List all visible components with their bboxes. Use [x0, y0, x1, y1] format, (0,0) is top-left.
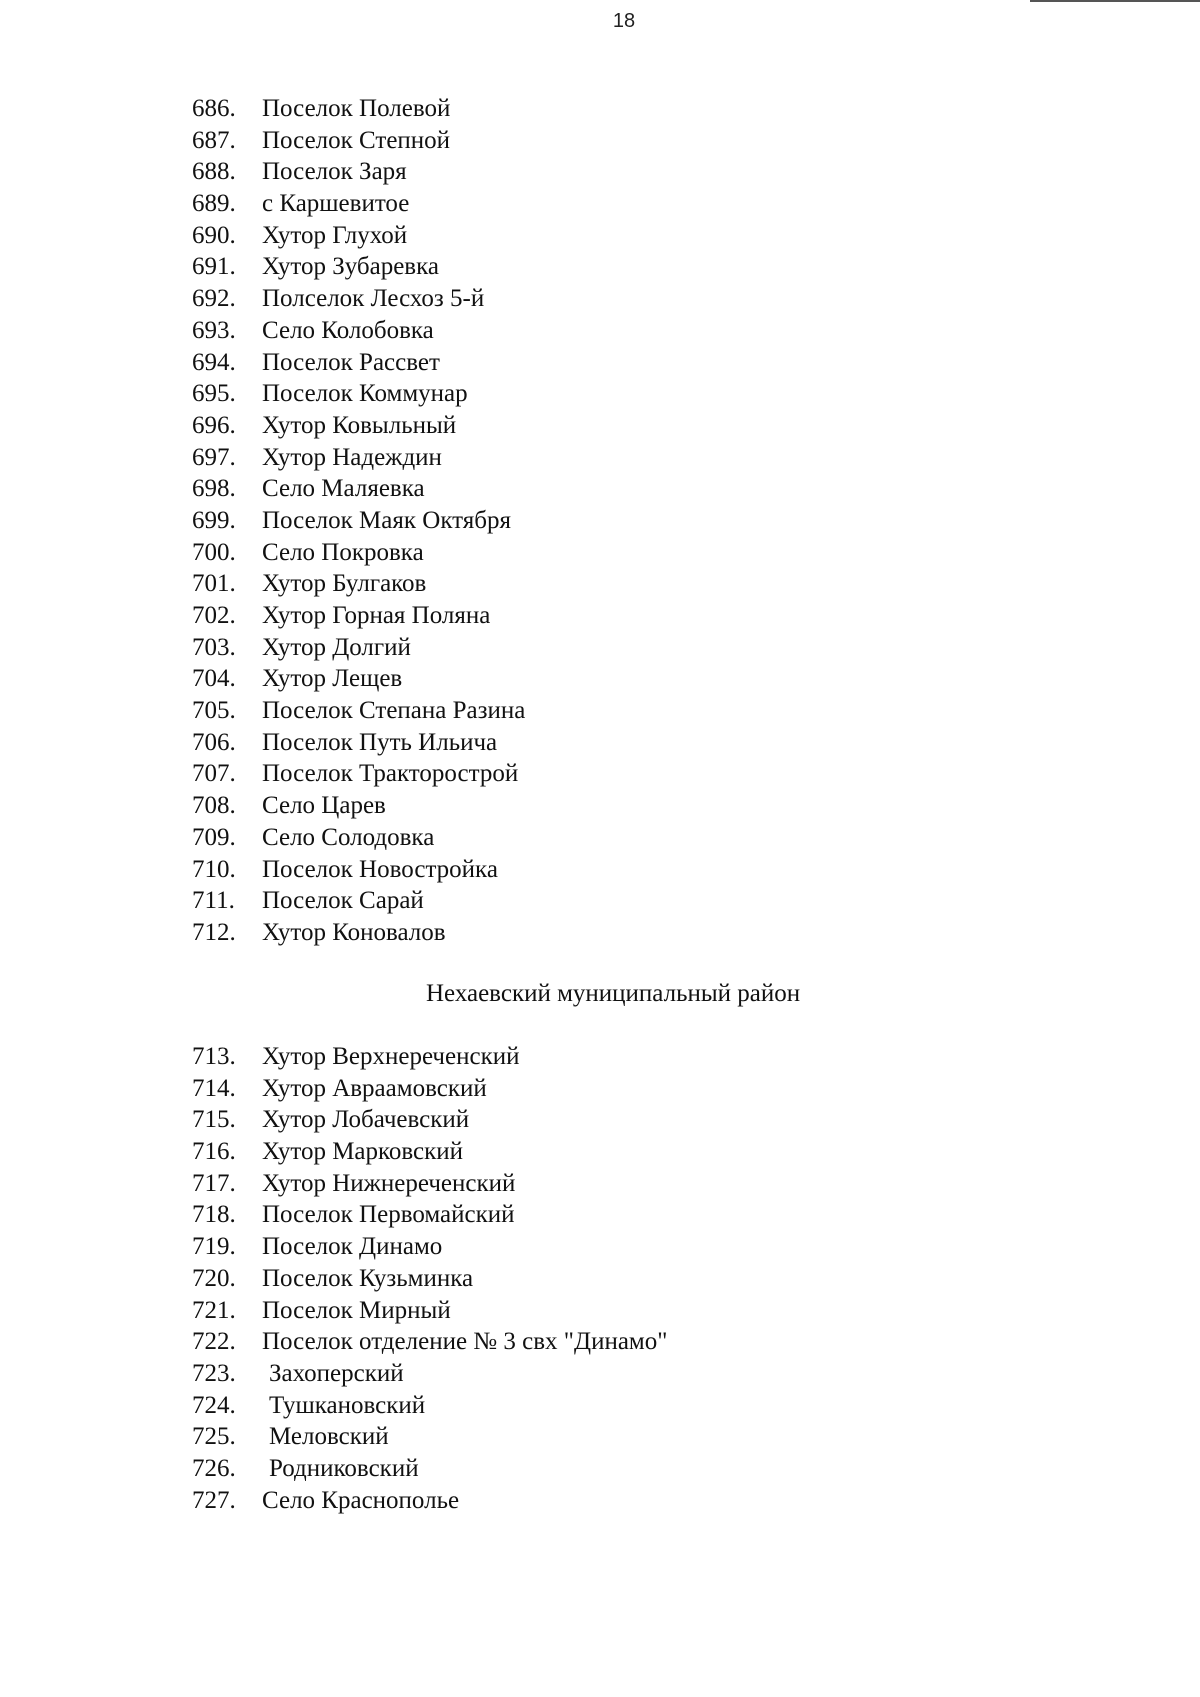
item-name: Тушкановский: [269, 1391, 426, 1419]
district-heading: Нехаевский муниципальный район: [426, 980, 801, 1007]
item-number: 690.: [192, 221, 236, 249]
list-item: [192, 220, 525, 252]
list-item: [192, 537, 525, 569]
item-name: Село Покровка: [262, 538, 424, 566]
item-number: 724.: [192, 1391, 236, 1419]
item-number: 691.: [192, 253, 236, 281]
item-number: 687.: [192, 126, 236, 154]
settlement-list-bottom: [192, 1041, 667, 1516]
list-item: [192, 1073, 667, 1105]
list-item: [192, 917, 525, 949]
list-item: [192, 505, 525, 537]
item-name: Поселок Рассвет: [262, 348, 440, 376]
list-item: [192, 1263, 667, 1295]
item-name: Хутор Зубаревка: [262, 253, 439, 281]
list-item: [192, 568, 525, 600]
item-number: 722.: [192, 1328, 236, 1356]
item-number: 698.: [192, 475, 236, 503]
item-number: 723.: [192, 1359, 236, 1387]
item-number: 703.: [192, 633, 236, 661]
list-item: [192, 1358, 667, 1390]
list-item: [192, 1485, 667, 1517]
item-name: Село Маляевка: [262, 475, 425, 503]
list-item: [192, 632, 525, 664]
item-name: Поселок отделение № 3 свх "Динамо": [262, 1328, 668, 1356]
page-number: 18: [612, 10, 636, 32]
item-name: Поселок Заря: [262, 158, 407, 186]
item-name: Село Колобовка: [262, 316, 434, 344]
item-name: Поселок Новостройка: [262, 855, 498, 883]
item-number: 720.: [192, 1264, 236, 1292]
item-number: 712.: [192, 918, 236, 946]
item-name: Поселок Степной: [262, 126, 451, 154]
list-item: [192, 378, 525, 410]
list-item: [192, 822, 525, 854]
item-number: 706.: [192, 728, 236, 756]
item-name: Село Солодовка: [262, 823, 435, 851]
item-name: Хутор Авраамовский: [262, 1074, 487, 1102]
item-name: Село Царев: [262, 792, 386, 820]
item-name: Хутор Горная Поляна: [262, 602, 491, 629]
list-item: [192, 93, 525, 125]
list-item: [192, 1136, 667, 1168]
item-name: Поселок Полевой: [262, 95, 451, 122]
list-item: [192, 727, 525, 759]
item-number: 714.: [192, 1074, 236, 1102]
item-number: 709.: [192, 823, 236, 851]
item-name: Родниковский: [269, 1454, 419, 1482]
list-item: [192, 125, 525, 157]
item-name: Поселок Маяк Октября: [262, 506, 511, 534]
list-item: [192, 1295, 667, 1327]
list-item: [192, 1168, 667, 1200]
item-name: Поселок Кузьминка: [262, 1264, 474, 1292]
list-item: [192, 1453, 667, 1485]
item-number: 697.: [192, 443, 236, 471]
item-name: Хутор Нижнереченский: [262, 1169, 516, 1197]
item-number: 708.: [192, 792, 236, 820]
item-number: 725.: [192, 1423, 236, 1451]
item-number: 696.: [192, 411, 236, 439]
item-number: 695.: [192, 380, 236, 408]
top-edge-rule: [1030, 0, 1200, 2]
item-name: Хутор Лобачевский: [262, 1106, 470, 1134]
item-number: 692.: [192, 285, 236, 313]
item-name: Хутор Надеждин: [262, 443, 442, 471]
item-name: Хутор Марковский: [262, 1138, 464, 1166]
item-number: 713.: [192, 1043, 236, 1070]
list-item: [192, 758, 525, 790]
item-number: 702.: [192, 602, 236, 629]
item-name: Поселок Путь Ильича: [262, 728, 498, 756]
item-name: Захоперский: [269, 1359, 404, 1387]
item-name: Хутор Верхнереченский: [262, 1043, 520, 1070]
item-name: Село Краснополье: [262, 1486, 460, 1514]
list-item: [192, 188, 525, 220]
list-item: [192, 790, 525, 822]
item-number: 719.: [192, 1233, 236, 1261]
list-item: [192, 885, 525, 917]
item-number: 686.: [192, 95, 236, 122]
item-number: 710.: [192, 855, 236, 883]
item-name: Хутор Лещев: [262, 665, 403, 693]
item-number: 726.: [192, 1454, 236, 1482]
list-item: [192, 1326, 667, 1358]
item-name: с Каршевитое: [262, 190, 410, 218]
item-name: Хутор Долгий: [262, 633, 411, 661]
list-item: [192, 1104, 667, 1136]
item-name: Поселок Степана Разина: [262, 697, 526, 725]
item-number: 711.: [192, 887, 235, 915]
list-item: [192, 410, 525, 442]
item-name: Меловский: [269, 1423, 389, 1451]
item-name: Хутор Глухой: [262, 221, 408, 249]
item-number: 694.: [192, 348, 236, 376]
item-name: Хутор Коновалов: [262, 918, 446, 946]
item-name: Поселок Тракторострой: [262, 760, 519, 788]
item-name: Поселок Первомайский: [262, 1201, 515, 1229]
list-item: [192, 156, 525, 188]
list-item: [192, 1421, 667, 1453]
item-number: 705.: [192, 697, 236, 725]
item-number: 699.: [192, 506, 236, 534]
item-name: Полселок Лесхоз 5-й: [262, 285, 485, 313]
item-number: 727.: [192, 1486, 236, 1514]
item-number: 707.: [192, 760, 236, 788]
item-name: Поселок Динамо: [262, 1233, 443, 1261]
list-item: [192, 315, 525, 347]
item-name: Поселок Сарай: [262, 887, 424, 915]
list-item: [192, 600, 525, 632]
list-item: [192, 1041, 667, 1073]
item-number: 721.: [192, 1296, 236, 1324]
list-item: [192, 663, 525, 695]
item-number: 717.: [192, 1169, 236, 1197]
item-number: 689.: [192, 190, 236, 218]
list-item: [192, 473, 525, 505]
item-name: Поселок Мирный: [262, 1296, 451, 1324]
item-number: 715.: [192, 1106, 236, 1134]
settlement-list-top: [192, 93, 525, 949]
list-item: [192, 854, 525, 886]
list-item: [192, 347, 525, 379]
item-name: Поселок Коммунар: [262, 380, 468, 408]
list-item: [192, 442, 525, 474]
list-item: [192, 1199, 667, 1231]
item-number: 701.: [192, 570, 236, 598]
list-item: [192, 695, 525, 727]
item-number: 716.: [192, 1138, 236, 1166]
list-item: [192, 251, 525, 283]
list-item: [192, 283, 525, 315]
item-number: 718.: [192, 1201, 236, 1229]
item-number: 688.: [192, 158, 236, 186]
item-name: Хутор Булгаков: [262, 570, 427, 598]
item-number: 700.: [192, 538, 236, 566]
list-item: [192, 1390, 667, 1422]
list-item: [192, 1231, 667, 1263]
item-name: Хутор Ковыльный: [262, 411, 457, 439]
item-number: 704.: [192, 665, 236, 693]
item-number: 693.: [192, 316, 236, 344]
